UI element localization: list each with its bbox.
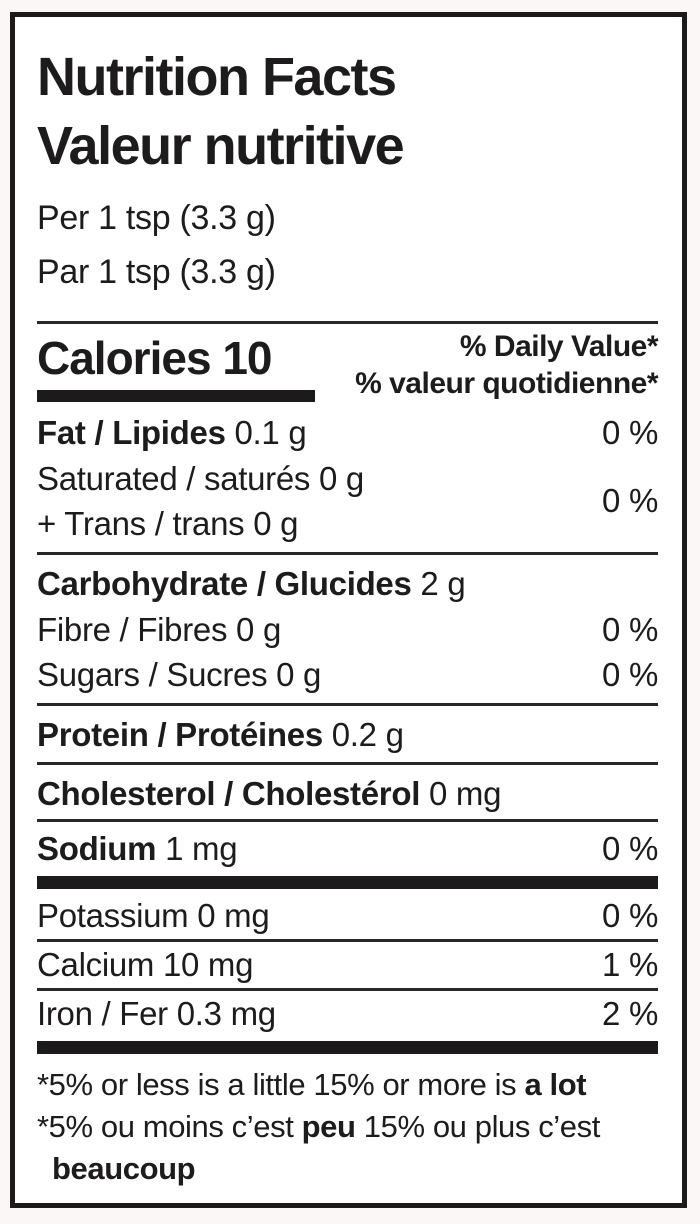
row-saturated-trans bbox=[37, 456, 658, 546]
footnote-french-line2: beaucoup bbox=[52, 1151, 196, 1186]
row-cholesterol bbox=[37, 771, 658, 817]
divider-above-protein bbox=[37, 703, 658, 706]
daily-value-header bbox=[355, 328, 658, 402]
row-fibre bbox=[37, 607, 658, 652]
divider-above-calories bbox=[37, 321, 658, 324]
footnote-french-line1: *5% ou moins c’est peu 15% ou plus c’est bbox=[37, 1109, 600, 1144]
thick-divider-above-footnote bbox=[37, 1041, 658, 1054]
fat-label: Fat / Lipides 0.1 g bbox=[37, 414, 307, 451]
daily-value-header-english: % Daily Value* bbox=[459, 330, 658, 363]
calcium-label: Calcium 10 mg bbox=[37, 946, 254, 983]
divider-above-carbohydrate bbox=[37, 552, 658, 555]
footnote bbox=[37, 1064, 658, 1190]
row-fat bbox=[37, 410, 658, 456]
row-calcium bbox=[37, 942, 658, 988]
calories-section bbox=[37, 328, 658, 402]
divider-above-sodium bbox=[37, 819, 658, 822]
row-protein bbox=[37, 712, 658, 758]
sugars-label: Sugars / Sucres 0 g bbox=[37, 656, 322, 693]
row-sugars bbox=[37, 652, 658, 697]
footnote-english: *5% or less is a little 15% or more is a lot bbox=[37, 1067, 587, 1102]
serving-size-english: Per 1 tsp (3.3 g) bbox=[37, 199, 276, 237]
calories-underline-bar bbox=[37, 390, 315, 402]
sodium-label: Sodium 1 mg bbox=[37, 830, 238, 867]
calories-block bbox=[37, 330, 315, 402]
daily-value-header-french: % valeur quotidienne* bbox=[355, 367, 658, 400]
calories-value: 10 bbox=[222, 332, 272, 384]
calories-label: Calories bbox=[37, 332, 211, 384]
sugars-daily-value: 0 % bbox=[602, 656, 658, 693]
row-sodium bbox=[37, 826, 658, 872]
row-iron bbox=[37, 991, 658, 1037]
fibre-daily-value: 0 % bbox=[602, 611, 658, 648]
row-carbohydrate bbox=[37, 561, 658, 607]
nutrition-facts-label bbox=[10, 12, 687, 1208]
calories-line bbox=[37, 330, 315, 386]
iron-label: Iron / Fer 0.3 mg bbox=[37, 995, 276, 1032]
potassium-label: Potassium 0 mg bbox=[37, 897, 270, 934]
fibre-label: Fibre / Fibres 0 g bbox=[37, 611, 282, 648]
potassium-daily-value: 0 % bbox=[602, 897, 658, 934]
divider-above-cholesterol bbox=[37, 762, 658, 765]
thick-divider-below-sodium bbox=[37, 876, 658, 889]
calcium-daily-value: 1 % bbox=[602, 946, 658, 983]
saturated-trans-daily-value: 0 % bbox=[602, 482, 658, 519]
row-potassium bbox=[37, 893, 658, 939]
fat-daily-value: 0 % bbox=[602, 414, 658, 451]
sodium-daily-value: 0 % bbox=[602, 830, 658, 867]
cholesterol-label: Cholesterol / Cholestérol 0 mg bbox=[37, 775, 502, 812]
protein-label: Protein / Protéines 0.2 g bbox=[37, 716, 404, 753]
saturated-label: Saturated / saturés 0 g bbox=[37, 460, 364, 497]
saturated-trans-labels bbox=[37, 456, 364, 546]
title-french: Valeur nutritive bbox=[37, 116, 404, 176]
carbohydrate-label: Carbohydrate / Glucides 2 g bbox=[37, 565, 466, 602]
trans-label: + Trans / trans 0 g bbox=[37, 505, 299, 542]
serving-size-french: Par 1 tsp (3.3 g) bbox=[37, 253, 276, 291]
title-english: Nutrition Facts bbox=[37, 47, 396, 107]
iron-daily-value: 2 % bbox=[602, 995, 658, 1032]
